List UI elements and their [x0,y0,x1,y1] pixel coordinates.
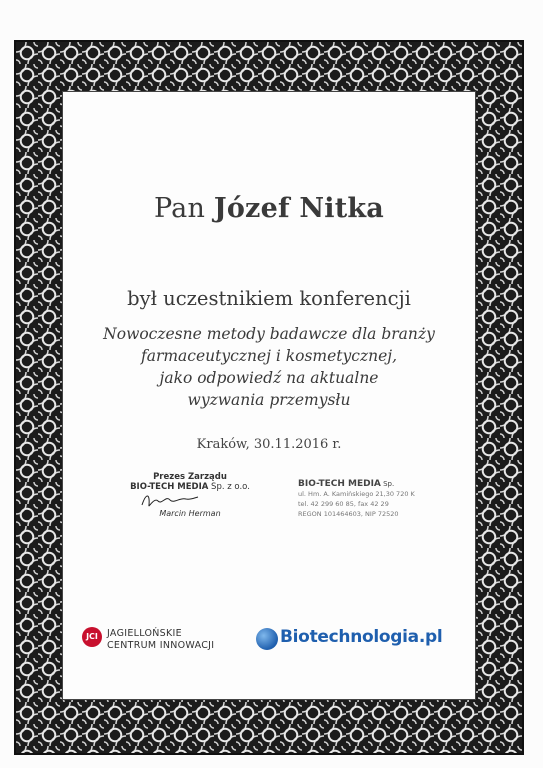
conference-line: Nowoczesne metody badawcze dla branży [103,325,435,343]
participation-text: był uczestnikiem konferencji [127,287,411,310]
handwritten-signature [110,493,270,509]
jci-line1: JAGIELLOŃSKIE [107,628,182,639]
jci-mark-icon: JCI [82,627,102,647]
signatory-role: Prezes Zarządu [153,472,227,482]
conference-line: jako odpowiedź na aktualne [159,369,379,387]
stamp-address: ul. Hm. A. Kamińskiego 21,30 720 K [298,490,415,498]
signatory-name: Marcin Herman [159,509,221,518]
conference-line: wyzwania przemysłu [187,391,351,409]
biotechnologia-text: Biotechnologia.pl [280,627,443,647]
certificate-content [66,95,472,696]
signature-block [110,472,270,518]
jci-line2: CENTRUM INNOWACJI [107,640,215,651]
recipient-name: Józef Nitka [213,193,384,224]
signatory-company-name: BIO-TECH MEDIA [130,482,209,492]
stamp-phone: tel. 42 299 60 85, fax 42 29 [298,500,389,508]
salutation: Pan [154,193,206,224]
recipient-heading [66,193,472,224]
stamp-company: BIO-TECH MEDIA [298,479,381,489]
biotechnologia-logo [256,627,456,657]
place-date: Kraków, 30.11.2016 r. [196,437,342,452]
stamp-company-suffix: Sp. [380,480,395,488]
signatory-company-suffix: Sp. z o.o. [208,482,250,492]
stamp-name [298,479,468,489]
stamp-registry: REGON 101464603, NIP 72520 [298,510,399,518]
company-stamp [298,479,468,519]
jci-logo [82,621,242,661]
globe-icon [256,628,278,650]
conference-line: farmaceutycznej i kosmetycznej, [140,347,398,365]
signature-scribble-icon [140,491,200,511]
conference-title [66,323,472,411]
